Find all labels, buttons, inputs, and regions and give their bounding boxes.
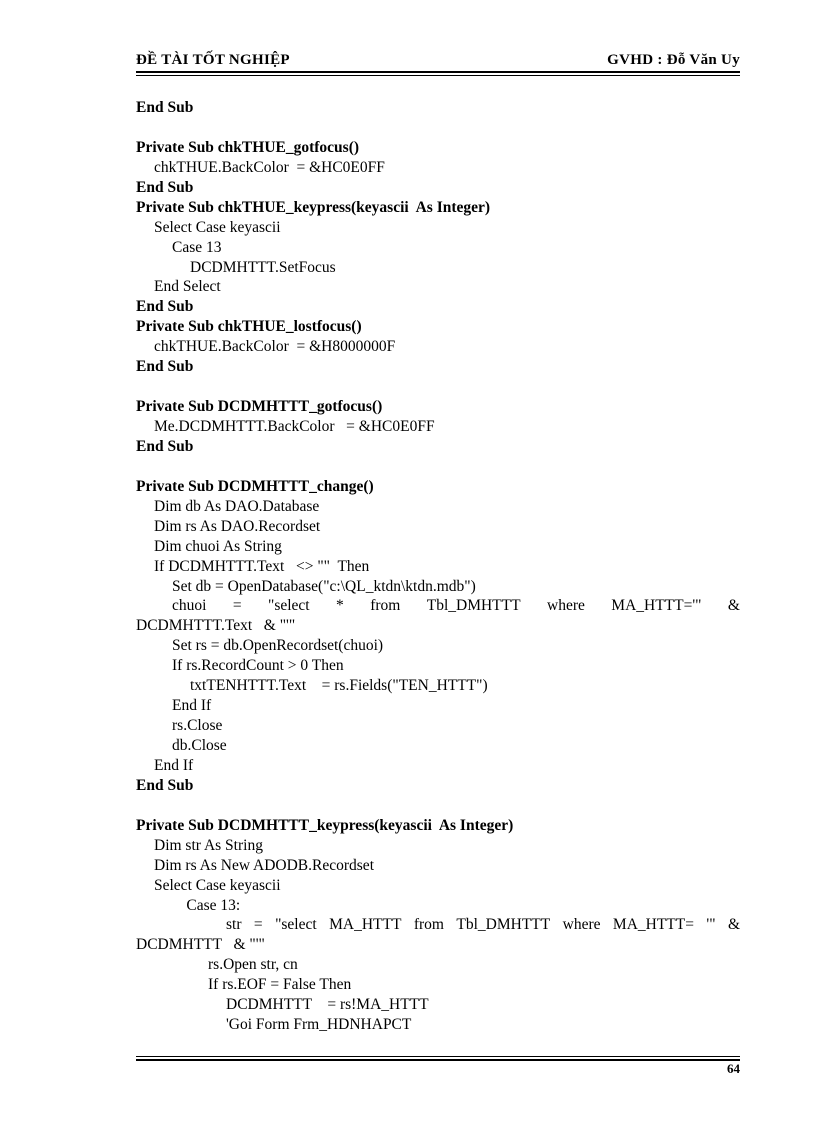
code-token: MA_HTTT= (612, 916, 694, 934)
code-token: "select (268, 597, 310, 615)
code-line: Dim chuoi As String (154, 537, 282, 555)
code-token: str (226, 916, 242, 934)
code-line: DCDMHTTT.Text & "'" (136, 617, 296, 635)
code-token: where (562, 916, 601, 934)
code-line (136, 796, 740, 816)
code-token: from (413, 916, 444, 934)
code-line: End If (154, 756, 194, 774)
code-line: End Sub (136, 99, 194, 116)
code-line: Me.DCDMHTTT.BackColor = &HC0E0FF (154, 418, 435, 435)
code-line: Select Case keyascii (154, 218, 281, 236)
code-line: Dim db As DAO.Database (154, 497, 320, 515)
code-line: Private Sub chkTHUE_gotfocus() (136, 138, 360, 156)
code-line: End If (172, 697, 212, 715)
code-token: MA_HTTT='" (611, 597, 702, 615)
code-line: Select Case keyascii (154, 876, 281, 894)
code-token: MA_HTTT (329, 916, 402, 934)
code-line: Dim rs As New ADODB.Recordset (154, 856, 374, 874)
code-line: Dim str As String (154, 836, 263, 854)
code-line (136, 596, 740, 616)
code-token: Tbl_DMHTTT (426, 597, 521, 615)
code-line: 'Goi Form Frm_HDNHAPCT (226, 1016, 412, 1034)
code-line: db.Close (172, 737, 227, 754)
code-token: & (727, 597, 740, 615)
code-line: Set rs = db.OpenRecordset(chuoi) (172, 637, 384, 655)
code-line: Dim rs As DAO.Recordset (154, 517, 321, 535)
code-line (136, 915, 740, 935)
header-rule-thick (136, 71, 740, 73)
code-token: "select (275, 916, 317, 934)
code-listing (136, 98, 740, 1035)
code-line: Private Sub DCDMHTTT_keypress(keyascii As Integer) (136, 816, 514, 834)
code-line: If rs.EOF = False Then (208, 976, 352, 994)
code-line: End Sub (136, 776, 194, 794)
code-line (136, 457, 740, 477)
code-line: Private Sub chkTHUE_lostfocus() (136, 318, 362, 336)
code-line (136, 118, 740, 138)
code-token: chuoi (172, 597, 207, 615)
code-line (136, 377, 740, 397)
code-token: = (232, 597, 242, 615)
footer-rule-thick (136, 1059, 740, 1061)
code-line: DCDMHTTT = rs!MA_HTTT (226, 996, 429, 1014)
header-title: ĐỀ TÀI TỐT NGHIỆP (136, 52, 290, 68)
page-header (136, 52, 740, 72)
header-advisor: GVHD : Đỗ Văn Uy (607, 52, 740, 68)
code-line: DCDMHTTT & "'" (136, 936, 265, 954)
page-number: 64 (727, 1061, 740, 1076)
code-token: from (370, 597, 401, 615)
code-line: Private Sub DCDMHTTT_gotfocus() (136, 398, 383, 416)
code-token: * (336, 597, 344, 615)
code-line: Case 13: (186, 896, 241, 914)
code-line: If DCDMHTTT.Text <> "" Then (154, 557, 370, 575)
code-line: chkTHUE.BackColor = &H8000000F (154, 338, 396, 356)
header-rule-thin (136, 75, 740, 76)
code-line: End Sub (136, 178, 194, 196)
code-token: = (253, 916, 263, 934)
code-line: Case 13 (172, 238, 222, 256)
code-line: End Sub (136, 437, 194, 455)
code-line: Private Sub DCDMHTTT_change() (136, 477, 374, 495)
code-token: Tbl_DMHTTT (456, 916, 551, 934)
code-line: Set db = OpenDatabase("c:\QL_ktdn\ktdn.mdb") (172, 577, 476, 595)
code-line: chkTHUE.BackColor = &HC0E0FF (154, 158, 385, 176)
code-line: If rs.RecordCount > 0 Then (172, 657, 344, 675)
code-line: DCDMHTTT.SetFocus (190, 258, 336, 276)
code-line: End Select (154, 278, 221, 296)
code-token: where (547, 597, 585, 615)
code-line: Private Sub chkTHUE_keypress(keyascii As Integer) (136, 198, 491, 216)
code-line: End Sub (136, 358, 194, 376)
code-line: rs.Open str, cn (208, 956, 298, 974)
code-line: rs.Close (172, 717, 223, 735)
footer-rule-thin (136, 1056, 740, 1057)
code-line: txtTENHTTT.Text = rs.Fields("TEN_HTTT") (190, 677, 488, 695)
code-line: End Sub (136, 298, 194, 316)
code-token: '" (706, 916, 716, 934)
code-token: & (727, 916, 740, 934)
